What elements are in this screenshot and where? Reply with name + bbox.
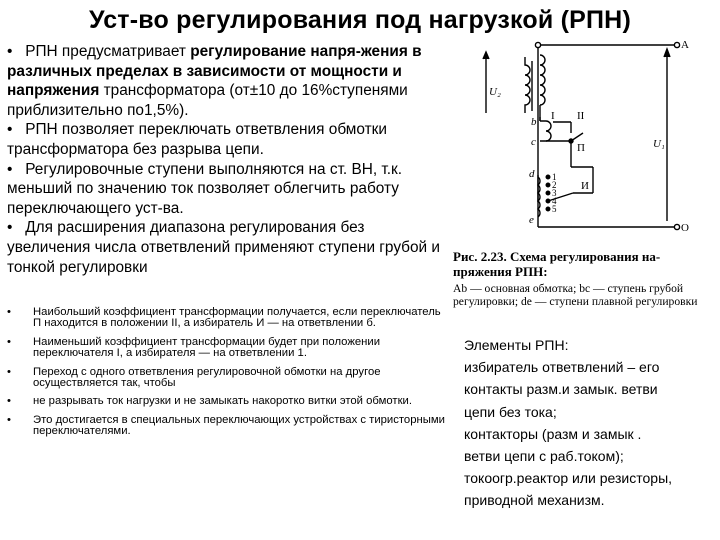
main-paragraph <box>7 120 447 159</box>
bold-text: регулирование напря-жения в различных пределах в зависимости от мощности и напряжения <box>7 43 422 100</box>
small-bullet-list <box>7 307 447 445</box>
elements-line: контакторы (разм и замык . <box>464 425 642 442</box>
coarse-winding <box>540 121 551 141</box>
small-list-item <box>7 307 447 330</box>
terminal-a-left <box>535 42 540 47</box>
bullet: • <box>7 365 11 378</box>
main-text <box>7 42 447 277</box>
label-e: e <box>529 214 534 226</box>
elements-line: избиратель ответвлений – его <box>464 359 660 376</box>
paragraph-text: трансформатора (от±10 до 16%ступенями приблизительно по1,5%). <box>7 82 408 119</box>
page-title: Уст-во регулирования под нагрузкой (РПН) <box>89 6 631 34</box>
label-b: b <box>531 116 537 128</box>
small-list-text: Это достигается в специальных переключающих устройствах с тиристорными переключателями. <box>33 413 445 438</box>
elements-line: цепи без тока; <box>464 403 557 420</box>
terminal-o <box>674 224 679 229</box>
label-o: O <box>681 222 689 234</box>
rpn-elements-list <box>464 334 720 512</box>
small-list-text: Переход с одного ответвления регулировочной обмотки на другое осуществляется так, чтобы <box>33 365 381 390</box>
label-position-1: I <box>551 110 555 122</box>
label-u2: U₂ <box>489 86 501 98</box>
figure-caption <box>453 250 715 308</box>
bullet: • <box>7 395 11 408</box>
tap-label: 2 <box>552 180 557 190</box>
elements-line: приводной механизм. <box>464 492 605 509</box>
main-paragraph <box>7 218 447 277</box>
bullet: • <box>7 160 26 178</box>
label-c: c <box>531 136 536 148</box>
label-position-2: II <box>577 110 585 122</box>
elements-heading: Элементы РПН: <box>464 337 569 353</box>
bullet: • <box>7 219 26 237</box>
main-paragraph <box>7 42 447 120</box>
caption-title: Рис. 2.23. Схема регулирования на-пряжения РПН: <box>453 249 661 279</box>
main-paragraph <box>7 160 447 219</box>
small-list-item <box>7 396 447 407</box>
small-list-item <box>7 367 447 390</box>
tap-label: 3 <box>552 188 557 198</box>
caption-definitions: Ab — основная обмотка; bc — ступень грубой регулировки; de — ступени плавной регулировки <box>453 282 698 308</box>
label-switch: П <box>577 142 585 154</box>
small-list-text: Наименьший коэффициент трансформации будет при положении переключателя I, а избирателя — на ответвлении 1. <box>33 335 381 360</box>
small-list-item <box>7 337 447 360</box>
label-selector: И <box>581 180 589 192</box>
paragraph-text: Для расширения диапазона регулирования без увеличения числа ответвлений применяют ступени грубой и тонкой регулировки <box>7 219 441 276</box>
bullet: • <box>7 43 26 60</box>
tap-label: 4 <box>552 196 557 206</box>
label-u1: U₁ <box>653 138 665 150</box>
main-winding <box>540 55 545 105</box>
elements-line: контакты разм.и замык. ветви <box>464 381 658 398</box>
small-list-item <box>7 415 447 438</box>
paragraph-text: Регулировочные ступени выполняются на ст. ВН, т.к. меньший по значению ток позволяет облегчить работу переключающего уст-ва. <box>7 160 403 217</box>
small-list-text: Наибольший коэффициент трансформации получается, если переключатель П находится в положении II, а избиратель И — на ответвлении б. <box>33 306 441 330</box>
elements-line: ветви цепи с раб.током); <box>464 448 624 465</box>
bullet: • <box>7 121 26 139</box>
rpn-circuit-diagram <box>453 37 713 249</box>
tap-label: 1 <box>552 172 557 182</box>
bullet: • <box>7 413 11 426</box>
label-d: d <box>529 168 535 180</box>
label-a: A <box>681 39 689 51</box>
paragraph-text: РПН позволяет переключать ответвления обмотки трансформатора без разрыва цепи. <box>7 121 387 158</box>
tap-label: 5 <box>552 204 557 214</box>
bullet: • <box>7 306 11 318</box>
secondary-winding <box>525 57 530 113</box>
paragraph-text: РПН предусматривает <box>25 43 191 60</box>
bullet: • <box>7 335 11 348</box>
terminal-a-right <box>674 42 679 47</box>
small-list-text: не разрывать ток нагрузки и не замыкать накоротко витки этой обмотки. <box>33 395 412 408</box>
elements-line: токоогр.реактор или резисторы, <box>464 470 673 487</box>
